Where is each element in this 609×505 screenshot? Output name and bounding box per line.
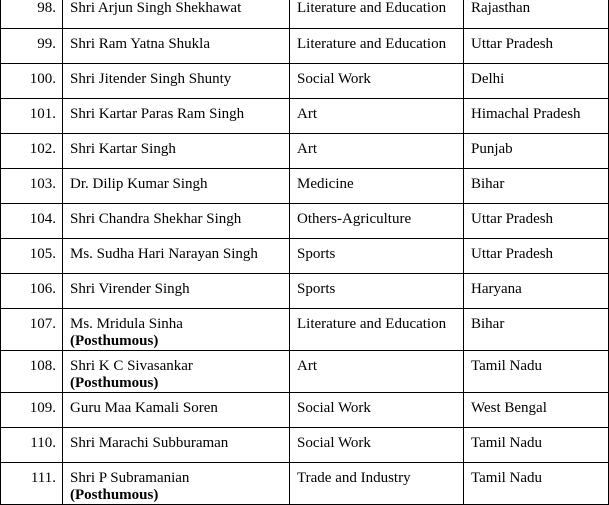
table-row	[1, 169, 609, 204]
awardee-state: Rajasthan	[464, 0, 609, 29]
serial-number: 108.	[1, 351, 63, 393]
awardee-state: Tamil Nadu	[464, 351, 609, 393]
award-field: Art	[290, 134, 464, 169]
awardee-state: Haryana	[464, 274, 609, 309]
serial-number: 110.	[1, 428, 63, 463]
serial-number: 105.	[1, 239, 63, 274]
awardee-name: Shri Kartar Singh	[63, 134, 290, 169]
table-row	[1, 99, 609, 134]
award-field: Art	[290, 99, 464, 134]
serial-number: 98.	[1, 0, 63, 29]
awardee-state: Uttar Pradesh	[464, 204, 609, 239]
awardee-name: Shri Jitender Singh Shunty	[63, 64, 290, 99]
table-row	[1, 134, 609, 169]
serial-number: 103.	[1, 169, 63, 204]
awardee-name-cell	[63, 351, 290, 393]
serial-number: 102.	[1, 134, 63, 169]
awardee-name: Shri Virender Singh	[63, 274, 290, 309]
serial-number: 109.	[1, 393, 63, 428]
award-field: Others-Agriculture	[290, 204, 464, 239]
posthumous-label: (Posthumous)	[70, 375, 159, 391]
table-row	[1, 428, 609, 463]
awardee-name: Ms. Mridula Sinha	[70, 316, 183, 332]
awardee-state: Uttar Pradesh	[464, 29, 609, 64]
awardee-state: West Bengal	[464, 393, 609, 428]
table-row	[1, 309, 609, 351]
awardee-name: Dr. Dilip Kumar Singh	[63, 169, 290, 204]
table-row	[1, 274, 609, 309]
awardee-name: Shri P Subramanian	[70, 470, 190, 486]
award-field: Social Work	[290, 64, 464, 99]
awardee-name: Shri Ram Yatna Shukla	[63, 29, 290, 64]
awardee-name: Shri Arjun Singh Shekhawat	[63, 0, 290, 29]
table-row	[1, 393, 609, 428]
award-field: Literature and Education	[290, 29, 464, 64]
awardee-name: Shri Marachi Subburaman	[63, 428, 290, 463]
awardee-name: Shri K C Sivasankar	[70, 358, 193, 374]
awardee-name: Shri Kartar Paras Ram Singh	[63, 99, 290, 134]
table-row	[1, 463, 609, 505]
awardee-name-cell	[63, 463, 290, 505]
awardee-name: Shri Chandra Shekhar Singh	[63, 204, 290, 239]
award-field: Trade and Industry	[290, 463, 464, 505]
awardee-name: Guru Maa Kamali Soren	[63, 393, 290, 428]
serial-number: 106.	[1, 274, 63, 309]
awardee-state: Uttar Pradesh	[464, 239, 609, 274]
serial-number: 107.	[1, 309, 63, 351]
awardee-state: Delhi	[464, 64, 609, 99]
serial-number: 104.	[1, 204, 63, 239]
awardee-state: Bihar	[464, 169, 609, 204]
awardee-state: Tamil Nadu	[464, 428, 609, 463]
serial-number: 101.	[1, 99, 63, 134]
awardee-name: Ms. Sudha Hari Narayan Singh	[63, 239, 290, 274]
awardee-state: Tamil Nadu	[464, 463, 609, 505]
awardee-state: Himachal Pradesh	[464, 99, 609, 134]
table-row	[1, 204, 609, 239]
table-row	[1, 0, 609, 29]
award-field: Social Work	[290, 428, 464, 463]
table-row	[1, 64, 609, 99]
serial-number: 111.	[1, 463, 63, 505]
awardee-state: Bihar	[464, 309, 609, 351]
posthumous-label: (Posthumous)	[70, 487, 159, 503]
table-row	[1, 239, 609, 274]
award-field: Literature and Education	[290, 0, 464, 29]
awardee-name-cell	[63, 309, 290, 351]
award-field: Sports	[290, 239, 464, 274]
table-row	[1, 29, 609, 64]
posthumous-label: (Posthumous)	[70, 333, 159, 349]
table-row	[1, 351, 609, 393]
serial-number: 100.	[1, 64, 63, 99]
serial-number: 99.	[1, 29, 63, 64]
awardee-state: Punjab	[464, 134, 609, 169]
award-field: Medicine	[290, 169, 464, 204]
award-field: Sports	[290, 274, 464, 309]
award-field: Art	[290, 351, 464, 393]
award-field: Social Work	[290, 393, 464, 428]
award-field: Literature and Education	[290, 309, 464, 351]
